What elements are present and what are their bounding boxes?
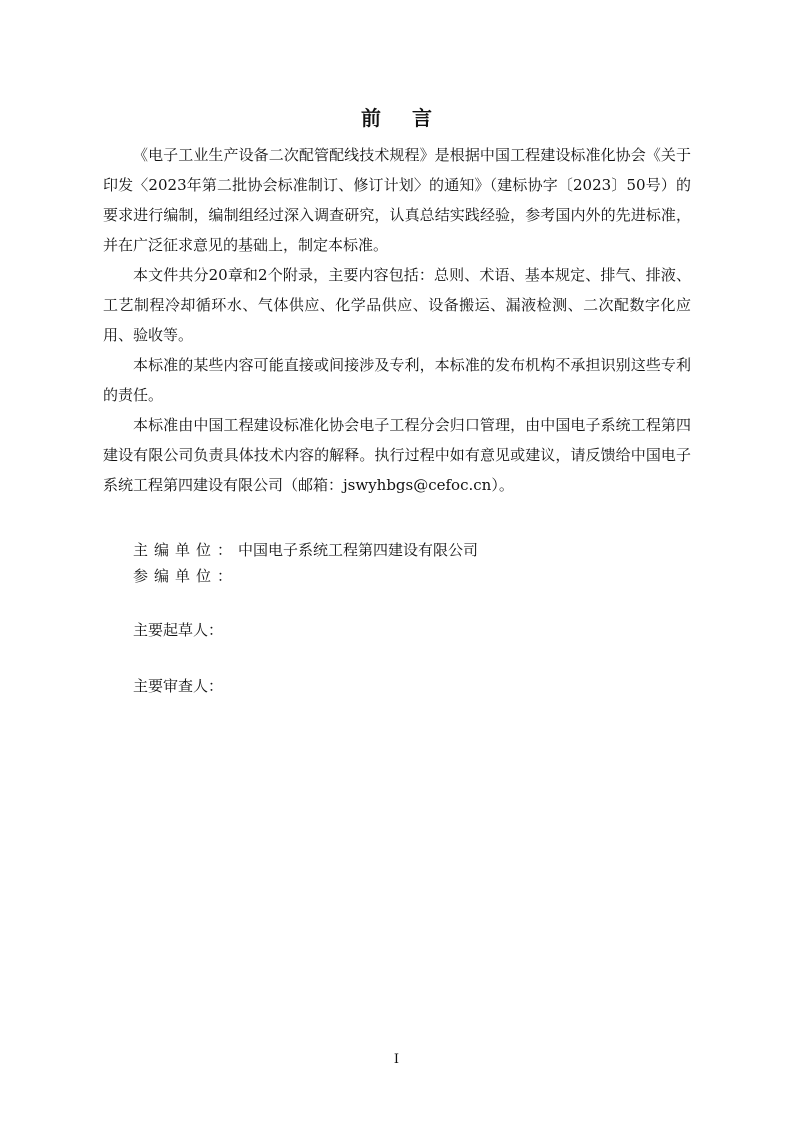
paragraph-patent-notice: 本标准的某些内容可能直接或间接涉及专利，本标准的发布机构不承担识别这些专利的责任。 [103,356,691,404]
page-title: 前 言 [361,106,444,130]
reviewers-label: 主要审查人： [133,677,224,695]
paragraph-contents: 本文件共分20章和2个附录，主要内容包括：总则、术语、基本规定、排气、排液、工艺制程冷却循环水、气体供应、化学品供应、设备搬运、漏液检测、二次配数字化应用、验收等。 [103,266,691,344]
participant-row [133,563,478,589]
drafters-label: 主要起草人： [133,621,224,639]
chief-editor-label: 主编单位： [133,541,239,559]
page-number: I [393,1052,400,1067]
paragraph-administration: 本标准由中国工程建设标准化协会电子工程分会归口管理，由中国电子系统工程第四建设有限公司负责具体技术内容的解释。执行过程中如有意见或建议，请反馈给中国电子系统工程第四建设有限公司（邮箱：jswyhbgs@cefoc.cn）。 [103,416,691,494]
participant-label: 参编单位： [133,567,239,585]
chief-editor-row [133,537,478,563]
preface-body [103,140,691,500]
chief-editor-value: 中国电子系统工程第四建设有限公司 [238,541,479,559]
editing-units [133,537,478,589]
paragraph-standard-basis: 《电子工业生产设备二次配管配线技术规程》是根据中国工程建设标准化协会《关于印发〈2023年第二批协会标准制订、修订计划〉的通知》（建标协字〔2023〕50号）的要求进行编制，编制组经过深入调查研究，认真总结实践经验，参考国内外的先进标准，并在广泛征求意见的基础上，制定本标准。 [103,146,691,254]
